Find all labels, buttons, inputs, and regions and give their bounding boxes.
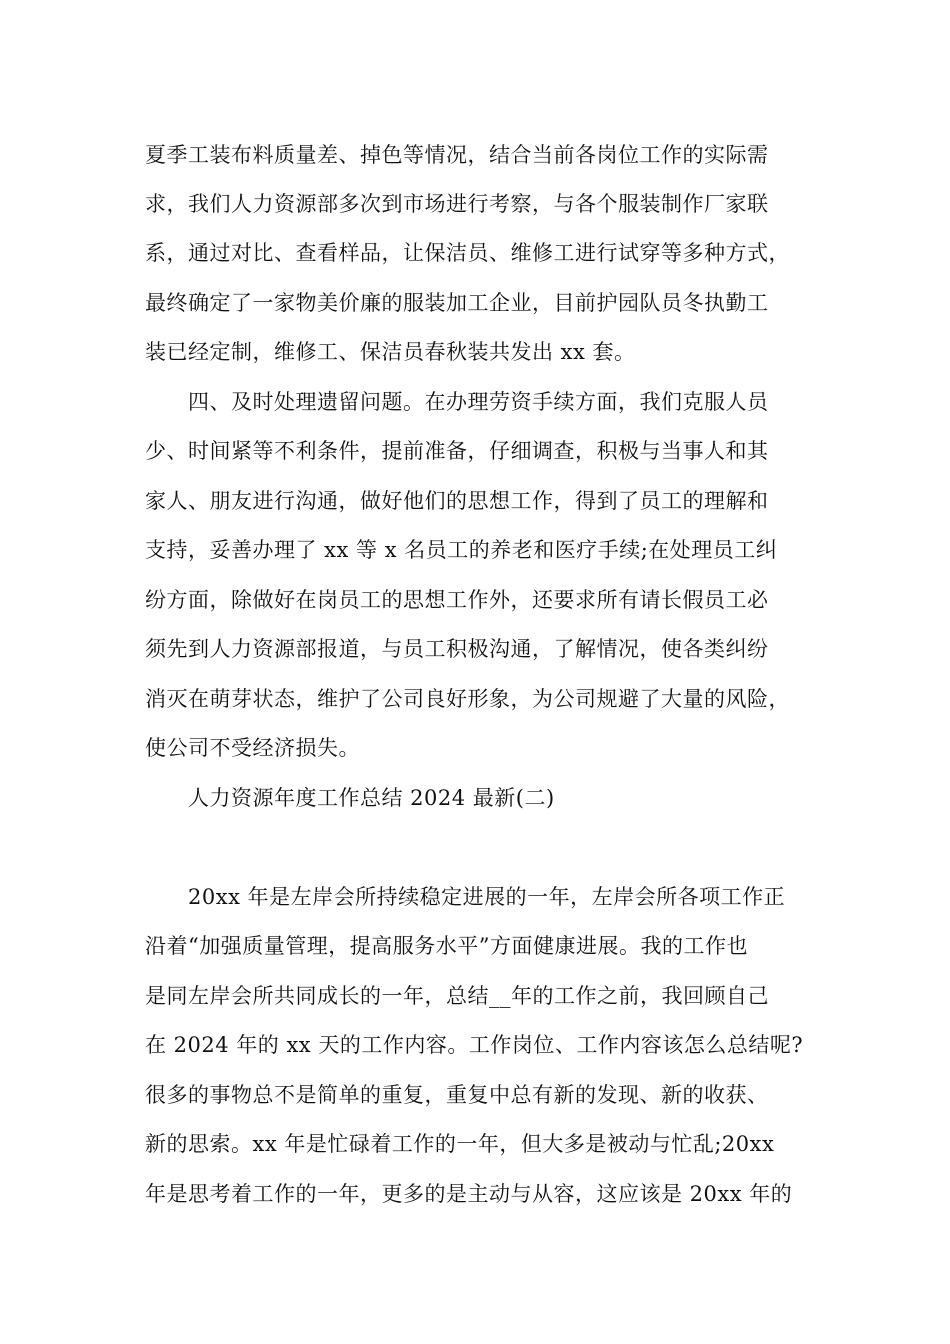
paragraph-line: 四、及时处理遗留问题。在办理劳资手续方面，我们克服人员: [188, 390, 769, 414]
paragraph-line: 沿着“加强质量管理，提高服务水平”方面健康进展。我的工作也: [145, 934, 748, 958]
paragraph-line: 20xx 年是左岸会所持续稳定进展的一年，左岸会所各项工作正: [188, 885, 786, 909]
paragraph-line: 消灭在萌芽状态，维护了公司良好形象，为公司规避了大量的风险，: [145, 687, 790, 711]
paragraph-line: 求，我们人力资源部多次到市场进行考察，与各个服装制作厂家联: [145, 192, 769, 216]
paragraph-line: 是同左岸会所共同成长的一年，总结__年的工作之前，我回顾自己: [145, 984, 769, 1008]
paragraph-line: 纷方面，除做好在岗员工的思想工作外，还要求所有请长假员工必: [145, 588, 769, 612]
paragraph-line: 少、时间紧等不利条件，提前准备，仔细调查，积极与当事人和其: [145, 439, 769, 463]
paragraph-line: 装已经定制，维修工、保洁员春秋装共发出 xx 套。: [145, 340, 636, 364]
section-heading: 人力资源年度工作总结 2024 最新(二): [188, 786, 555, 810]
paragraph-line: 新的思索。xx 年是忙碌着工作的一年，但大多是被动与忙乱;20xx: [145, 1132, 775, 1156]
paragraph-line: 最终确定了一家物美价廉的服装加工企业，目前护园队员冬执勤工: [145, 291, 769, 315]
paragraph-line: 系，通过对比、查看样品，让保洁员、维修工进行试穿等多种方式，: [145, 241, 790, 265]
paragraph-line: 使公司不受经济损失。: [145, 736, 360, 760]
paragraph-line: 家人、朋友进行沟通，做好他们的思想工作，得到了员工的理解和: [145, 489, 769, 513]
paragraph-line: 年是思考着工作的一年，更多的是主动与从容，这应该是 20xx 年的: [145, 1182, 793, 1206]
paragraph-line: 须先到人力资源部报道，与员工积极沟通，了解情况，使各类纠纷: [145, 637, 769, 661]
paragraph-line: 支持，妥善办理了 xx 等 x 名员工的养老和医疗手续;在处理员工纠: [145, 538, 778, 562]
paragraph-line: 夏季工装布料质量差、掉色等情况，结合当前各岗位工作的实际需: [145, 143, 769, 167]
paragraph-line: 很多的事物总不是简单的重复，重复中总有新的发现、新的收获、: [145, 1083, 769, 1107]
paragraph-line: 在 2024 年的 xx 天的工作内容。工作岗位、工作内容该怎么总结呢?: [145, 1033, 804, 1057]
